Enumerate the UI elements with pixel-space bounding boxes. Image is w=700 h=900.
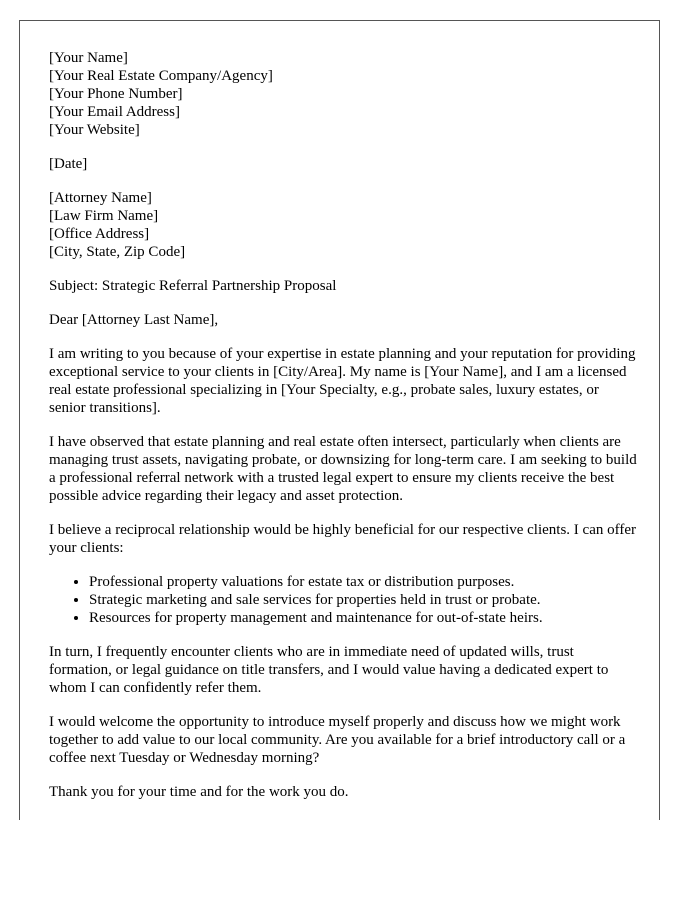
paragraph-thanks: Thank you for your time and for the work you do.: [49, 784, 349, 800]
paragraph-meeting-request: I would welcome the opportunity to introduce myself properly and discuss how we might work together to add value to our local community. Are you available for a brief introductory call or a coffee next Tuesday or Wednesday morning?: [49, 714, 626, 766]
paragraph-intro: I am writing to you because of your expertise in estate planning and your reputation for providing exceptional service to your clients in [City/Area]. My name is [Your Name], and I am a licensed real estate professional specializing in [Your Specialty, e.g., probate sales, luxury estates, or senior transitions].: [49, 346, 636, 416]
paragraph-observation: I have observed that estate planning and real estate often intersect, particularly when clients are managing trust assets, navigating probate, or downsizing for long-term care. I am seeking to build a professional referral network with a trusted legal expert to ensure my clients receive the best possible advice regarding their legacy and asset protection.: [49, 434, 637, 504]
letter-date: [Date]: [49, 156, 88, 172]
sender-block: [49, 49, 639, 139]
letter-body: [49, 49, 639, 817]
sender-email: [Your Email Address]: [49, 104, 180, 120]
recipient-name: [Attorney Name]: [49, 190, 152, 206]
recipient-city: [City, State, Zip Code]: [49, 244, 186, 260]
recipient-address: [Office Address]: [49, 226, 150, 242]
paragraph-referral: In turn, I frequently encounter clients who are in immediate need of updated wills, trust formation, or legal guidance on title transfers, and I would value having a dedicated expert to whom I can confidently refer them.: [49, 644, 609, 696]
sender-website: [Your Website]: [49, 122, 140, 138]
sender-phone: [Your Phone Number]: [49, 86, 183, 102]
paragraph-offer: I believe a reciprocal relationship would be highly beneficial for our respective clients. I can offer your clients:: [49, 522, 636, 556]
list-item: • Strategic marketing and sale services for properties held in trust or probate.: [89, 591, 639, 609]
date-block: [49, 155, 639, 173]
list-item: • Professional property valuations for estate tax or distribution purposes.: [89, 573, 639, 591]
sender-name: [Your Name]: [49, 50, 128, 66]
offerings-list: [49, 573, 639, 627]
list-item: • Resources for property management and maintenance for out-of-state heirs.: [89, 609, 639, 627]
salutation: Dear [Attorney Last Name],: [49, 312, 219, 328]
recipient-firm: [Law Firm Name]: [49, 208, 159, 224]
letter-page: [19, 20, 660, 820]
sender-company: [Your Real Estate Company/Agency]: [49, 68, 273, 84]
subject-line: Subject: Strategic Referral Partnership Proposal: [49, 278, 337, 294]
recipient-block: [49, 189, 639, 261]
